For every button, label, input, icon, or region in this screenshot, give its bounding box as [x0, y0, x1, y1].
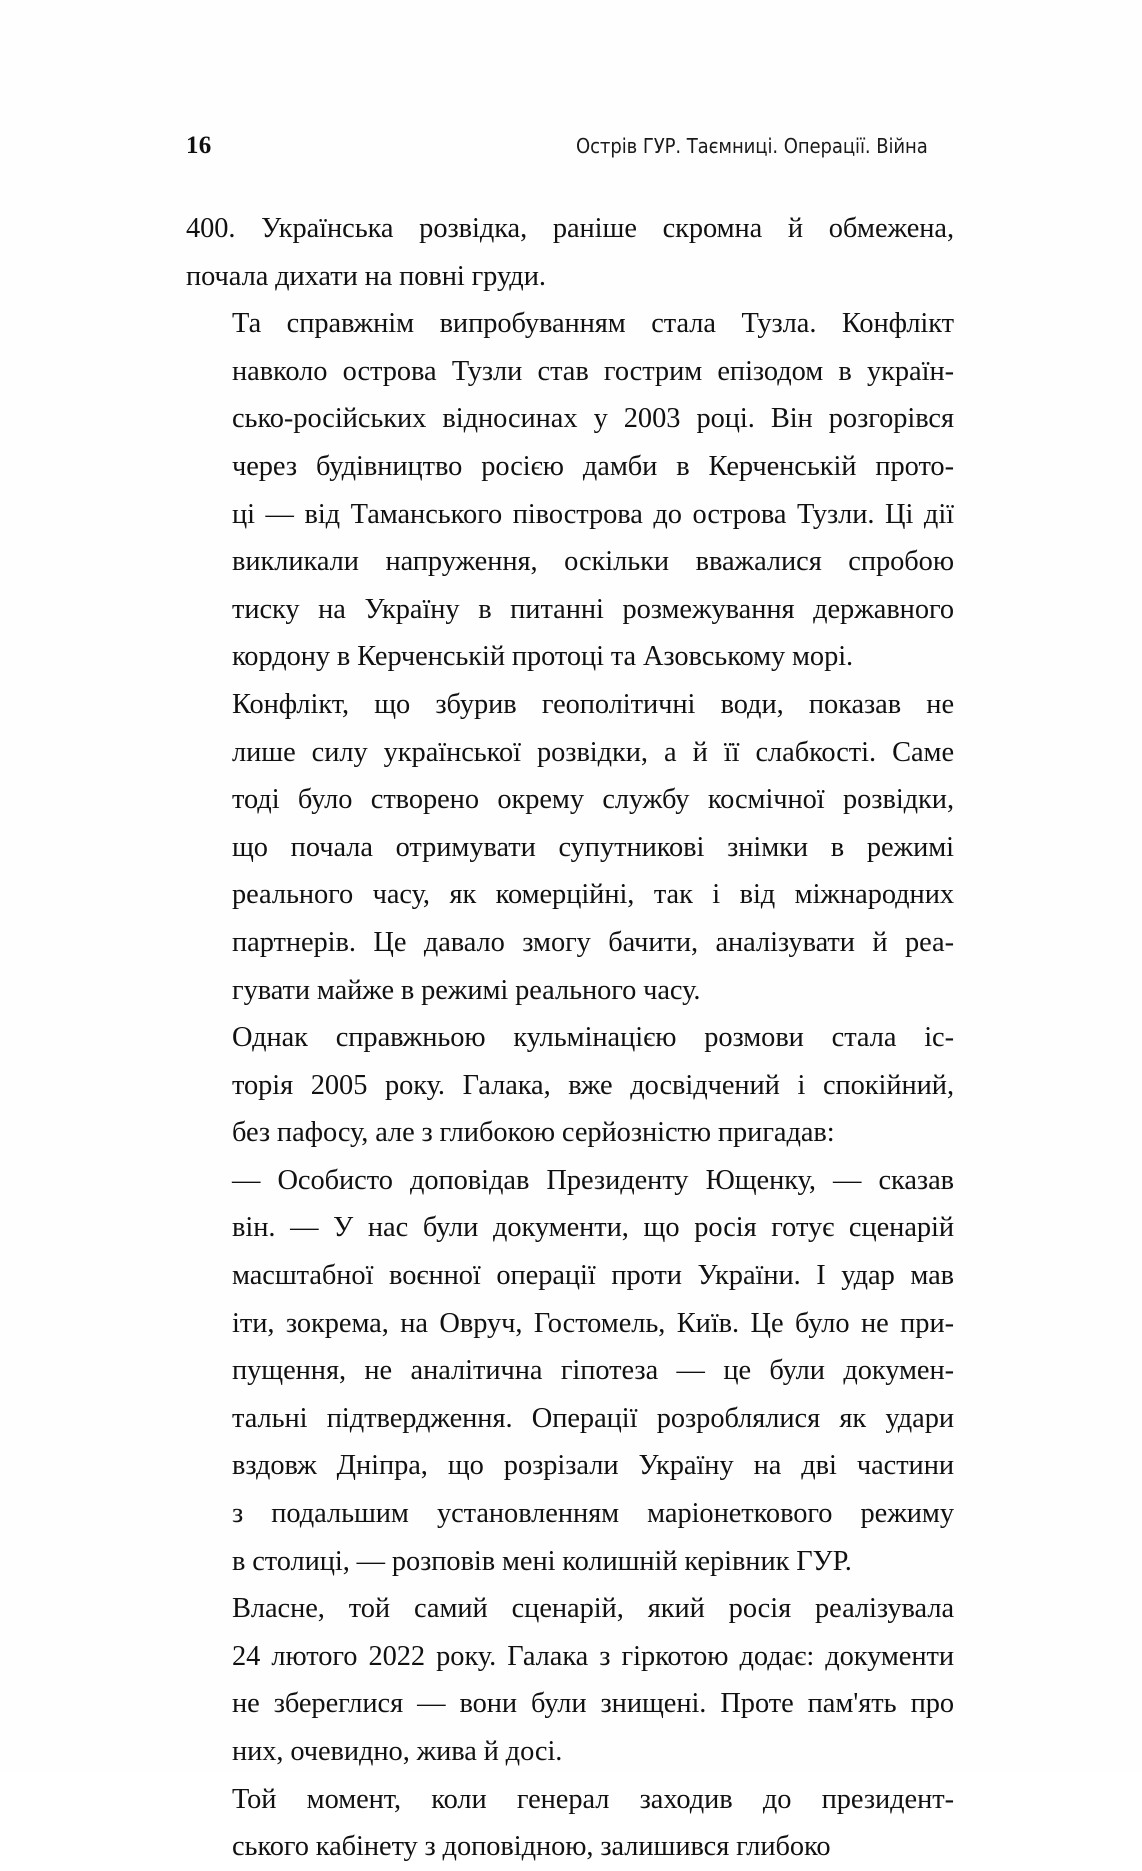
- text-line: Той момент, коли генерал заходив до президент-: [232, 1783, 954, 1815]
- page-number: 16: [186, 132, 212, 159]
- text-line: сько-російських відносинах у 2003 році. Він розгорівся: [232, 403, 954, 435]
- text-line: — Особисто доповідав Президенту Ющенку, — сказав: [232, 1164, 954, 1196]
- text-line: Однак справжньою кульмінацією розмови стала іс-: [232, 1022, 954, 1054]
- text-line: 24 лютого 2022 року. Галака з гіркотою додає: документи: [232, 1640, 954, 1672]
- body-text-block: [186, 205, 954, 1871]
- text-line: тальні підтвердження. Операції розроблялися як удари: [232, 1402, 954, 1434]
- text-line: Власне, той самий сценарій, який росія реалізувала: [232, 1593, 954, 1625]
- paragraph: [186, 681, 954, 1014]
- paragraph: [186, 1776, 954, 1871]
- text-line: ці — від Таманського півострова до острова Тузли. Ці дії: [232, 498, 954, 530]
- paragraph: [186, 300, 954, 681]
- paragraph: [186, 205, 954, 300]
- text-line: реального часу, як комерційні, так і від міжнародних: [232, 879, 954, 911]
- running-head: [186, 132, 952, 166]
- text-line: вздовж Дніпра, що розрізали Україну на дві частини: [232, 1450, 954, 1482]
- text-line: в столиці, — розповів мені колишній керівник ГУР.: [232, 1545, 852, 1577]
- text-line: навколо острова Тузли став гострим епізодом в україн-: [232, 355, 954, 387]
- text-line: тиску на Україну в питанні розмежування державного: [232, 593, 954, 625]
- paragraph: [186, 1585, 954, 1775]
- text-line: лише силу української розвідки, а й її слабкості. Саме: [232, 736, 954, 768]
- text-line: них, очевидно, жива й досі.: [232, 1736, 563, 1767]
- text-line: почала дихати на повні груди.: [186, 260, 546, 292]
- text-line: партнерів. Це давало змогу бачити, аналізувати й реа-: [232, 926, 954, 958]
- text-line: кордону в Керченській протоці та Азовському морі.: [232, 641, 854, 673]
- text-line: тоді було створено окрему службу космічної розвідки,: [232, 784, 954, 816]
- text-line: без пафосу, але з глибокою серйозністю пригадав:: [232, 1117, 835, 1149]
- text-line: з подальшим установленням маріонеткового режиму: [232, 1498, 954, 1530]
- paragraph: [186, 1157, 954, 1585]
- text-line: гувати майже в режимі реального часу.: [232, 974, 701, 1006]
- text-line: Та справжнім випробуванням стала Тузла. Конфлікт: [232, 308, 954, 340]
- text-line: він. — У нас були документи, що росія готує сценарій: [232, 1212, 954, 1244]
- running-title: Острів ГУР. Таємниці. Операції. Війна: [576, 134, 929, 158]
- text-line: що почала отримувати супутникові знімки в режимі: [232, 831, 954, 863]
- text-line: пущення, не аналітична гіпотеза — це були докумен-: [232, 1355, 954, 1387]
- text-line: іти, зокрема, на Овруч, Гостомель, Київ. Це було не при-: [232, 1307, 954, 1339]
- text-line: викликали напруження, оскільки вважалися спробою: [232, 546, 954, 578]
- text-line: ського кабінету з доповідною, залишився глибоко: [232, 1831, 831, 1863]
- text-line: не збереглися — вони були знищені. Проте пам'ять про: [232, 1688, 954, 1720]
- text-line: 400. Українська розвідка, раніше скромна й обмежена,: [186, 213, 954, 244]
- text-line: Конфлікт, що збурив геополітичні води, показав не: [232, 688, 954, 720]
- text-line: масштабної воєнної операції проти України. І удар мав: [232, 1260, 954, 1292]
- paragraph: [186, 1014, 954, 1157]
- text-line: через будівництво росією дамби в Керченській прото-: [232, 450, 954, 482]
- text-line: торія 2005 року. Галака, вже досвідчений і спокійний,: [232, 1069, 954, 1101]
